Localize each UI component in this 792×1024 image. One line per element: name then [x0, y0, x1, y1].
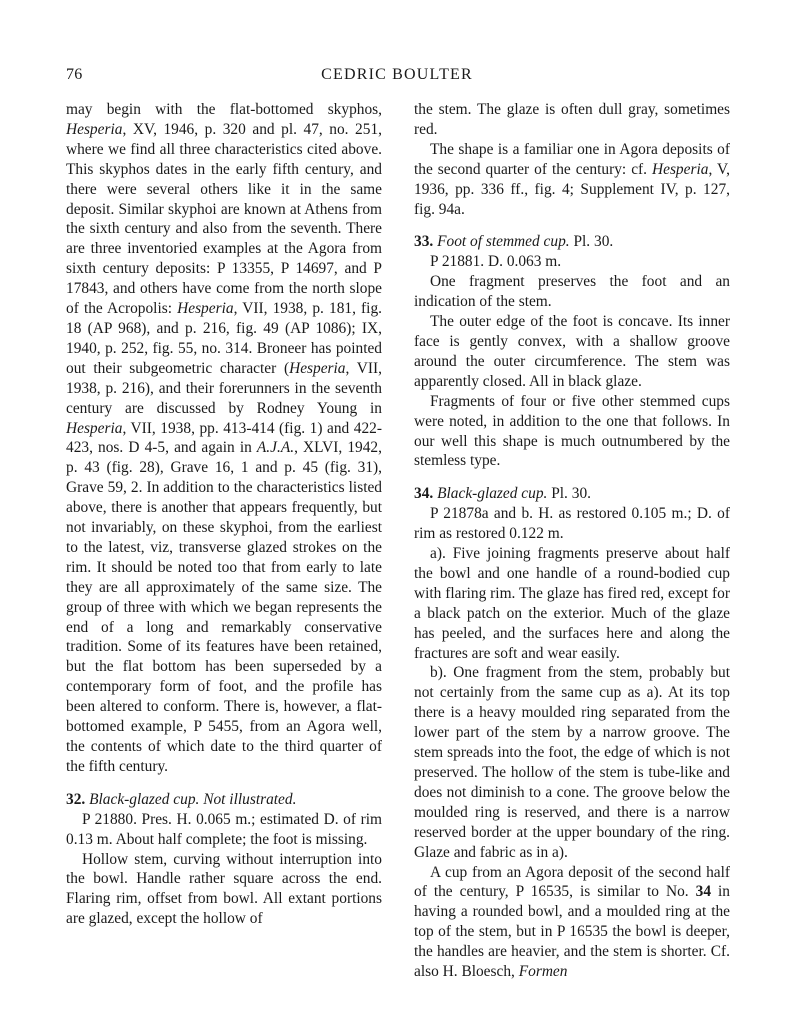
catalog-entry-34-comparison: A cup from an Agora deposit of the second half of the century, P 16535, is similar to No. 34 in having a rounded bowl, and a moulded ring at the top of the stem, but in P 16535 the bowl is deeper, the handles are heavier, and the stem is shorter. Cf. also H. Bloesch, Formen: [414, 863, 730, 981]
page-header: [66, 66, 728, 86]
page-number: 76: [66, 66, 83, 83]
catalog-entry-33-p1: One fragment preserves the foot and an indication of the stem.: [414, 273, 730, 311]
catalog-entry-33-p3: Fragments of four or five other stemmed cups were noted, in addition to the one that follows. In our well this shape is much outnumbered by the stemless type.: [414, 392, 730, 470]
continued-paragraph: the stem. The glaze is often dull gray, sometimes red.: [414, 101, 730, 138]
catalog-entry-33-p2: The outer edge of the foot is concave. Its inner face is gently convex, with a shallow groove around the outer circumference. The stem was apparently closed. All in black glaze.: [414, 313, 730, 390]
catalog-entry-32-heading: 32. Black-glazed cup. Not illustrated.: [66, 790, 297, 808]
catalog-entry-34-heading: 34. Black-glazed cup. Pl. 30.: [414, 485, 591, 503]
catalog-entry-32-description: Hollow stem, curving without interruption into the bowl. Handle rather square across the end. Flaring rim, offset from bowl. All extant portions are glazed, except the hollow of: [66, 850, 382, 928]
catalog-entry-32-dimensions: P 21880. Pres. H. 0.065 m.; estimated D. of rim 0.13 m. About half complete; the foot is missing.: [66, 810, 382, 848]
left-column: [66, 100, 382, 929]
shape-paragraph: The shape is a familiar one in Agora deposits of the second quarter of the century: cf. Hesperia, V, 1936, pp. 336 ff., fig. 4; Supplement IV, p. 127, fig. 94a.: [414, 140, 730, 218]
body-paragraph: may begin with the flat-bottomed skyphos, Hesperia, XV, 1946, p. 320 and pl. 47, no. 251, where we find all three characteristics cited above. This skyphos dates in the early fifth century, and there were several others like it in the same deposit. Similar skyphoi are known at Athens from the sixth century and also from the seventh. There are three inventoried examples at the Agora from sixth century deposits: P 13355, P 14697, and P 17843, and others have come from the north slope of the Acropolis: Hesperia, VII, 1938, p. 181, fig. 18 (AP 968), and p. 216, fig. 49 (AP 1086); IX, 1940, p. 252, fig. 55, no. 314. Broneer has pointed out their subgeometric character (Hesperia, VII, 1938, p. 216), and their forerunners in the seventh century are discussed by Rodney Young in Hesperia, VII, 1938, pp. 413-414 (fig. 1) and 422-423, nos. D 4-5, and again in A.J.A., XLVI, 1942, p. 43 (fig. 28), Grave 16, 1 and p. 45 (fig. 31), Grave 59, 2. In addition to the characteristics listed above, there is another that appears frequently, but not invariably, on these skyphoi, from the earliest to the latest, viz, transverse glazed strokes on the rim. It should be noted too that from early to late they are all approximately of the same size. The group of three with which we began represents the end of a long and remarkably conservative tradition. Some of its features have been retained, but the flat bottom has been superseded by a contemporary form of foot, and the profile has been altered to conform. There is, however, a flat-bottomed example, P 5455, from an Agora well, the contents of which date to the third quarter of the fifth century.: [66, 101, 382, 775]
catalog-entry-34-part-b: b). One fragment from the stem, probably but not certainly from the same cup as a). At its top there is a heavy moulded ring separated from the lower part of the stem by a narrow groove. The stem spreads into the foot, the edge of which is not preserved. The hollow of the stem is tube-like and does not diminish to a cone. The groove below the moulded ring is reserved, and there is a narrow reserved border at the upper boundary of the ring. Glaze and fabric as in a).: [414, 664, 730, 861]
catalog-entry-34-part-a: a). Five joining fragments preserve about half the bowl and one handle of a round-bodied cup with flaring rim. The glaze has fired red, except for a black patch on the exterior. Much of the glaze has peeled, and the surfaces here and along the fractures are soft and wear easily.: [414, 545, 730, 662]
catalog-entry-33-heading: 33. Foot of stemmed cup. Pl. 30.: [414, 233, 614, 251]
catalog-entry-33-dimensions: P 21881. D. 0.063 m.: [430, 253, 562, 271]
running-title: CEDRIC BOULTER: [321, 66, 473, 83]
right-column: [414, 100, 730, 982]
catalog-entry-34-dimensions: P 21878a and b. H. as restored 0.105 m.; D. of rim as restored 0.122 m.: [414, 505, 730, 543]
